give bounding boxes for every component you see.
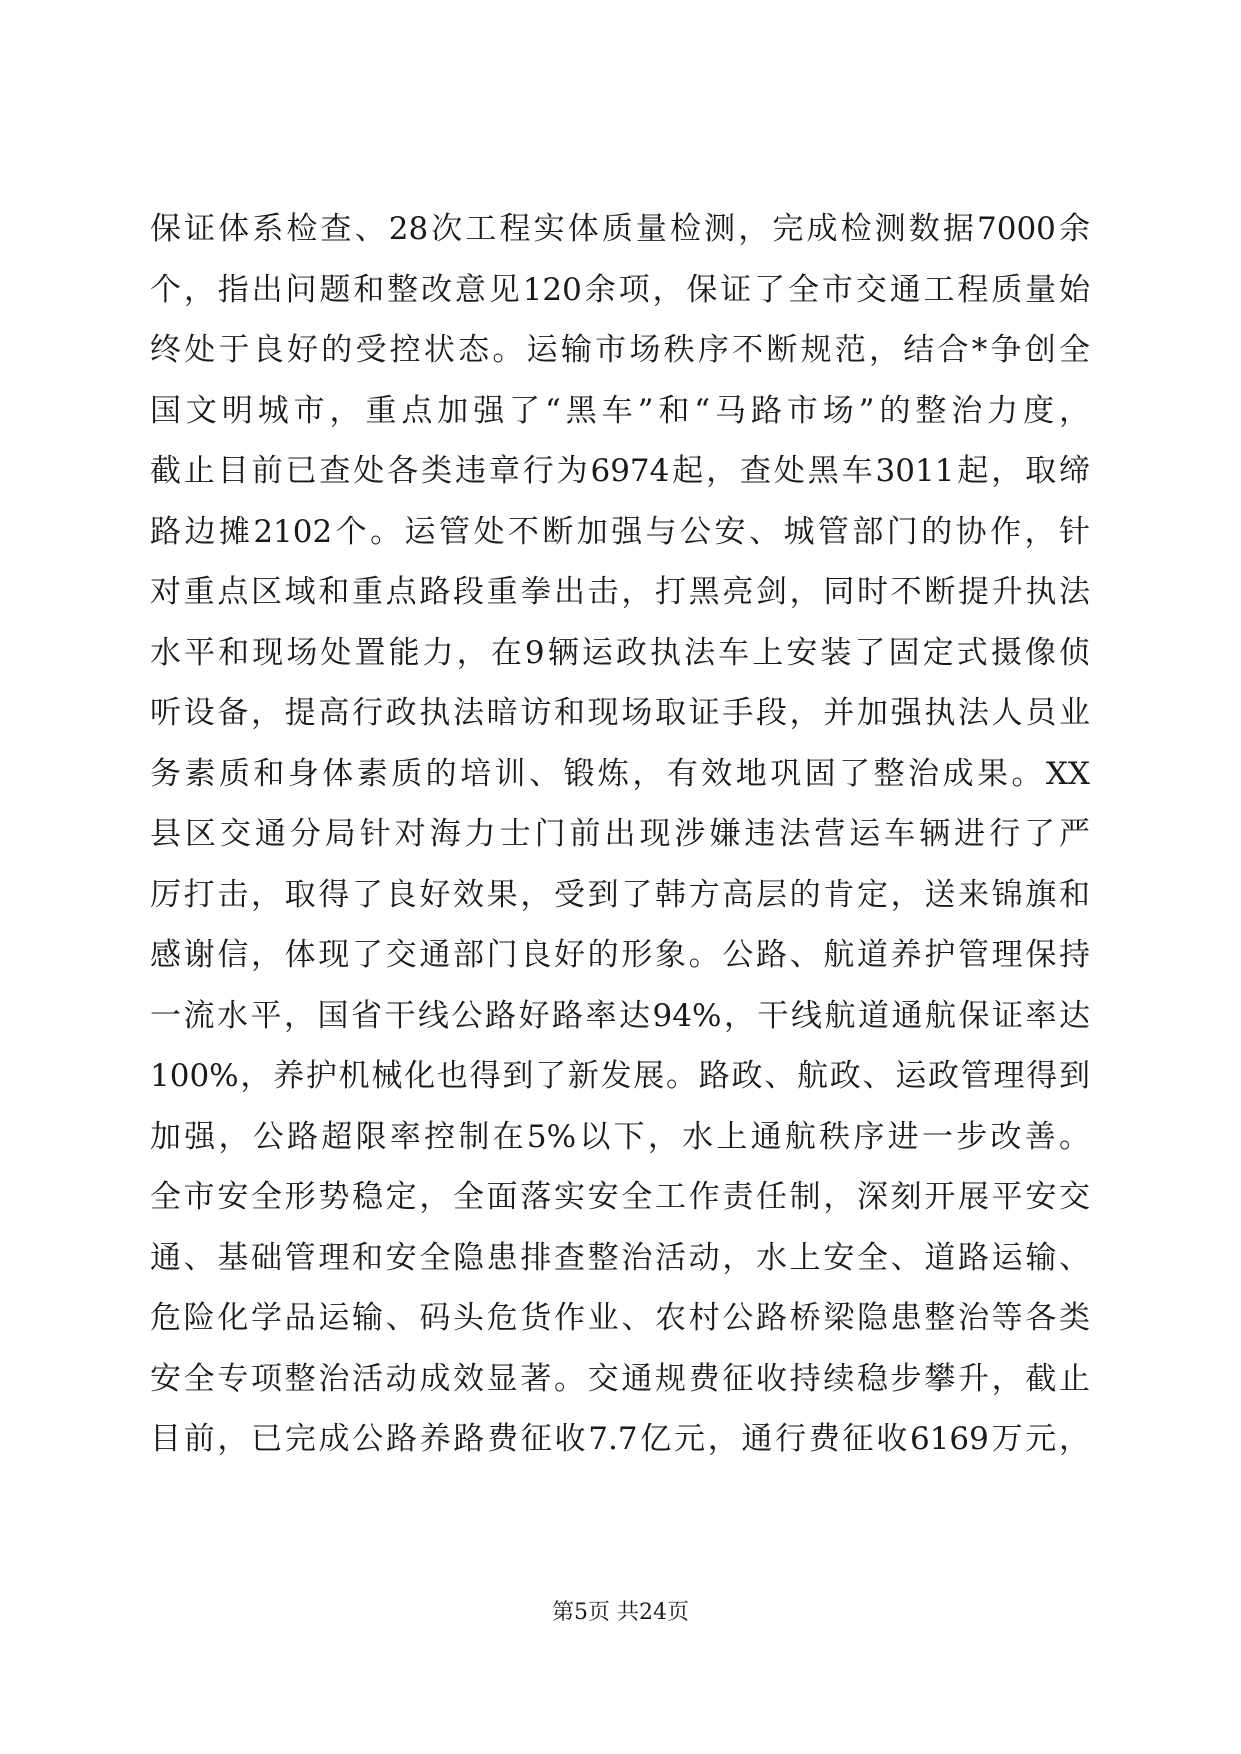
text-line: 全市安全形势稳定，全面落实安全工作责任制，深刻开展平安交 — [150, 1179, 1090, 1215]
text-line: 路边摊2102个。运管处不断加强与公安、城管部门的协作，针 — [150, 513, 1090, 550]
text-line: 一流水平，国省干线公路好路率达94%，干线航道通航保证率达 — [150, 997, 1090, 1034]
text-line: 对重点区域和重点路段重拳出击，打黑亮剑，同时不断提升执法 — [150, 574, 1090, 610]
text-line: 国文明城市，重点加强了“黑车”和“马路市场”的整治力度， — [150, 392, 1090, 429]
text-line: 危险化学品运输、码头危货作业、农村公路桥梁隐患整治等各类 — [150, 1300, 1090, 1336]
text-line: 截止目前已查处各类违章行为6974起，查处黑车3011起，取缔 — [150, 453, 1090, 489]
text-line: 感谢信，体现了交通部门良好的形象。公路、航道养护管理保持 — [150, 937, 1090, 973]
text-line: 通、基础管理和安全隐患排查整治活动，水上安全、道路运输、 — [150, 1239, 1090, 1276]
text-line: 保证体系检查、28次工程实体质量检测，完成检测数据7000余 — [150, 211, 1090, 247]
text-line: 终处于良好的受控状态。运输市场秩序不断规范，结合*争创全 — [150, 332, 1090, 368]
text-line: 目前，已完成公路养路费征收7.7亿元，通行费征收6169万元， — [150, 1421, 1090, 1457]
text-line: 个，指出问题和整改意见120余项，保证了全市交通工程质量始 — [150, 271, 1090, 308]
text-line: 安全专项整治活动成效显著。交通规费征收持续稳步攀升，截止 — [150, 1360, 1090, 1397]
page-number-footer: 第5页 共24页 — [552, 1600, 689, 1625]
text-line: 务素质和身体素质的培训、锻炼，有效地巩固了整治成果。XX — [150, 755, 1090, 792]
body-text — [150, 199, 1090, 1470]
text-line: 厉打击，取得了良好效果，受到了韩方高层的肯定，送来锦旗和 — [150, 876, 1090, 913]
text-line: 水平和现场处置能力，在9辆运政执法车上安装了固定式摄像侦 — [150, 634, 1090, 671]
text-line: 县区交通分局针对海力士门前出现涉嫌违法营运车辆进行了严 — [150, 816, 1090, 852]
text-line: 加强，公路超限率控制在5%以下，水上通航秩序进一步改善。 — [150, 1118, 1090, 1155]
text-line: 听设备，提高行政执法暗访和现场取证手段，并加强执法人员业 — [150, 695, 1090, 731]
text-line: 100%，养护机械化也得到了新发展。路政、航政、运政管理得到 — [150, 1058, 1090, 1094]
